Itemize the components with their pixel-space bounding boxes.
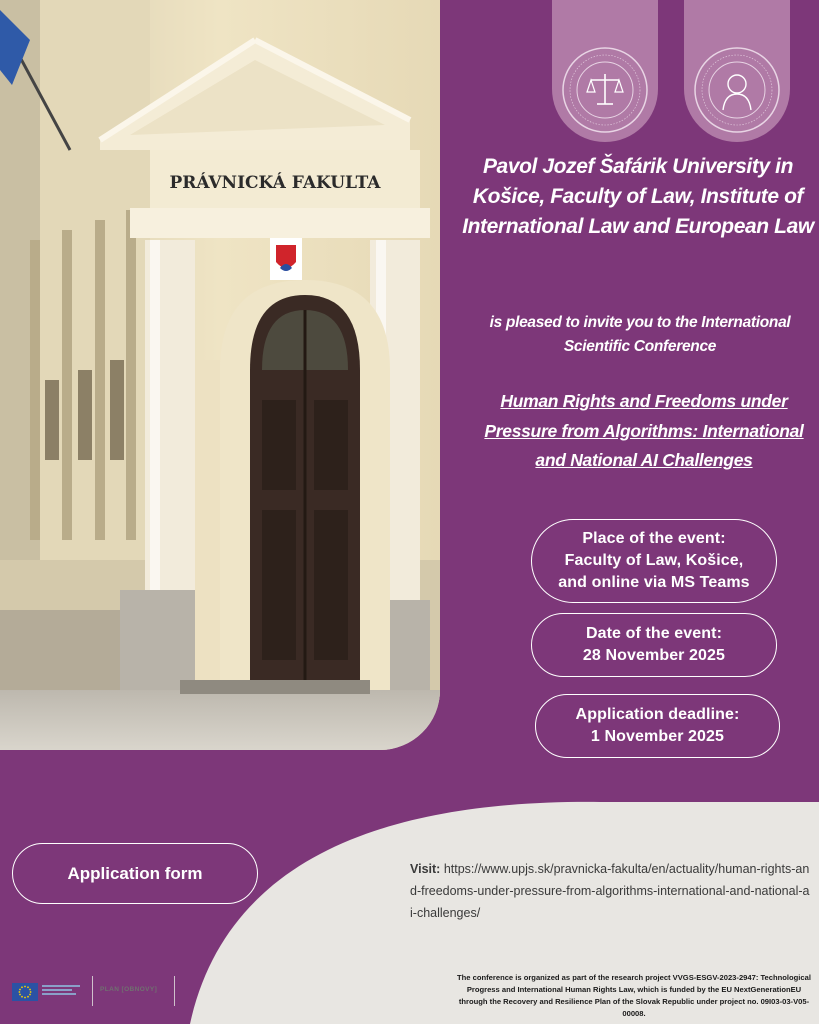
visit-label: Visit: <box>410 862 441 876</box>
application-deadline-label: Application deadline: <box>575 706 740 723</box>
application-form-button[interactable]: Application form <box>12 843 258 904</box>
event-place-box <box>531 519 777 603</box>
application-deadline-value: 1 November 2025 <box>590 728 725 745</box>
logo-divider <box>174 976 175 1006</box>
faculty-of-law-seal-icon <box>561 46 649 134</box>
eu-flag-icon <box>12 983 38 1001</box>
conference-title: Human Rights and Freedoms under Pressure from Algorithms: International and National AI Challenges <box>484 391 804 470</box>
eu-funding-logo-text <box>42 983 84 1001</box>
event-date-label: Date of the event: <box>585 625 723 642</box>
university-seal-icon <box>693 46 781 134</box>
plan-obnovy-logo: PLAN [OBNOVY] <box>100 986 158 993</box>
application-deadline-box <box>535 694 780 758</box>
faculty-seal-tab <box>552 0 658 142</box>
faculty-building-photo <box>0 0 440 750</box>
funding-footnote: The conference is organized as part of the research project VVGS-ESGV-2023-2947: Technological Progress and International Human Rights Law, which is funded by the EU NextGenerationEU through the Recovery and Resilience Plan of the Slovak Republic under project no. 09I03-03-V05-00008. <box>457 973 811 1018</box>
logo-divider <box>92 976 93 1006</box>
building-sign-text: PRÁVNICKÁ FAKULTA <box>169 173 381 193</box>
university-seal-tab <box>684 0 790 142</box>
event-date-value: 28 November 2025 <box>582 647 726 664</box>
event-date-box <box>531 613 777 677</box>
event-place-label: Place of the event: <box>582 530 726 547</box>
invitation-text: is pleased to invite you to the International Scientific Conference <box>489 314 791 355</box>
visit-url-link[interactable]: https://www.upjs.sk/pravnicka-fakulta/en/actuality/human-rights-and-freedoms-under-pressure-from-algorithms-international-and-national-ai-challenges/ <box>410 862 810 920</box>
university-title: Pavol Jozef Šafárik University in Košice, Faculty of Law, Institute of International Law and European Law <box>462 155 814 238</box>
event-place-value: Faculty of Law, Košice, and online via MS Teams <box>558 552 750 591</box>
visit-link-block <box>410 858 810 924</box>
